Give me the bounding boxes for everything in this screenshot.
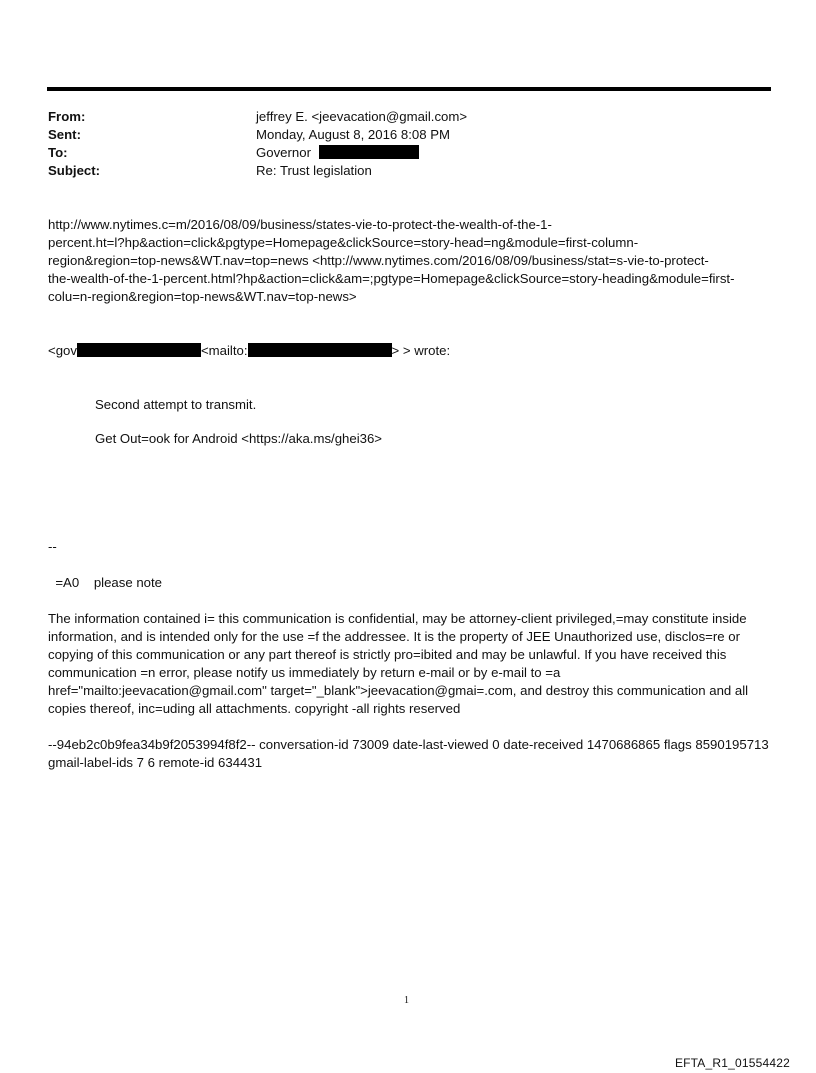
sent-label: Sent: — [48, 127, 81, 142]
quote-prefix: <gov — [48, 343, 77, 358]
to-value: Governor — [256, 145, 311, 160]
redaction-box — [248, 343, 392, 357]
please-note: =A0 please note — [48, 575, 163, 590]
url-line: percent.ht=l?hp&action=click&pgtype=Homepage&clickSource=story-head=ng&module=first-column- — [48, 235, 639, 250]
url-line: region&region=top-news&WT.nav=top=news <http://www.nytimes.com/2016/08/09/business/stat=s-vie-to-protect- — [48, 253, 709, 268]
subject-label: Subject: — [48, 163, 101, 178]
outlook-signature: Get Out=ook for Android <https://aka.ms/ghei36> — [95, 431, 383, 446]
from-value: jeffrey E. <jeevacation@gmail.com> — [256, 109, 468, 124]
quote-attribution — [48, 342, 450, 360]
url-line: the-wealth-of-the-1-percent.html?hp&action=click&am=;pgtype=Homepage&clickSource=story-heading&module=first- — [48, 271, 735, 286]
signature-dashes: -- — [48, 539, 57, 554]
second-attempt-text: Second attempt to transmit. — [95, 397, 257, 412]
url-line: colu=n-region&region=top-news&WT.nav=top-news> — [48, 289, 357, 304]
to-label: To: — [48, 145, 68, 160]
header-rule — [47, 87, 771, 91]
redaction-box — [319, 145, 419, 159]
subject-value: Re: Trust legislation — [256, 163, 372, 178]
confidentiality-disclaimer: The information contained i= this communication is confidential, may be attorney-client privileged,=may constitute inside information, and is intended only for the use =f the addressee. It is the property of JEE Unauthorized use, disclos=re or copying of this communication or any part thereof is strictly pro=ibited and may be unlawful. If you have received this communication =n error, please notify us immediately by return e-mail or by e-mail to =a href="mailto:jeevacation@gmail.com" target="_blank">jeevacation@gmai=.com, and destroy this communication and all copies thereof, inc=uding all attachments. copyright -all rights reserved — [48, 611, 749, 716]
message-metadata: --94eb2c0b9fea34b9f2053994f8f2-- conversation-id 73009 date-last-viewed 0 date-received 1470686865 flags 8590195713 gmail-label-ids 7 6 remote-id 634431 — [48, 737, 769, 770]
quote-suffix: > > wrote: — [391, 343, 451, 358]
redaction-box — [77, 343, 201, 357]
bates-number: EFTA_R1_01554422 — [674, 1056, 790, 1070]
url-line: http://www.nytimes.c=m/2016/08/09/business/states-vie-to-protect-the-wealth-of-the-1- — [48, 217, 552, 232]
sent-value: Monday, August 8, 2016 8:08 PM — [256, 127, 451, 142]
from-label: From: — [48, 109, 86, 124]
quote-mailto: <mailto: — [200, 343, 248, 358]
page-number: 1 — [404, 995, 409, 1006]
to-field — [256, 144, 419, 162]
